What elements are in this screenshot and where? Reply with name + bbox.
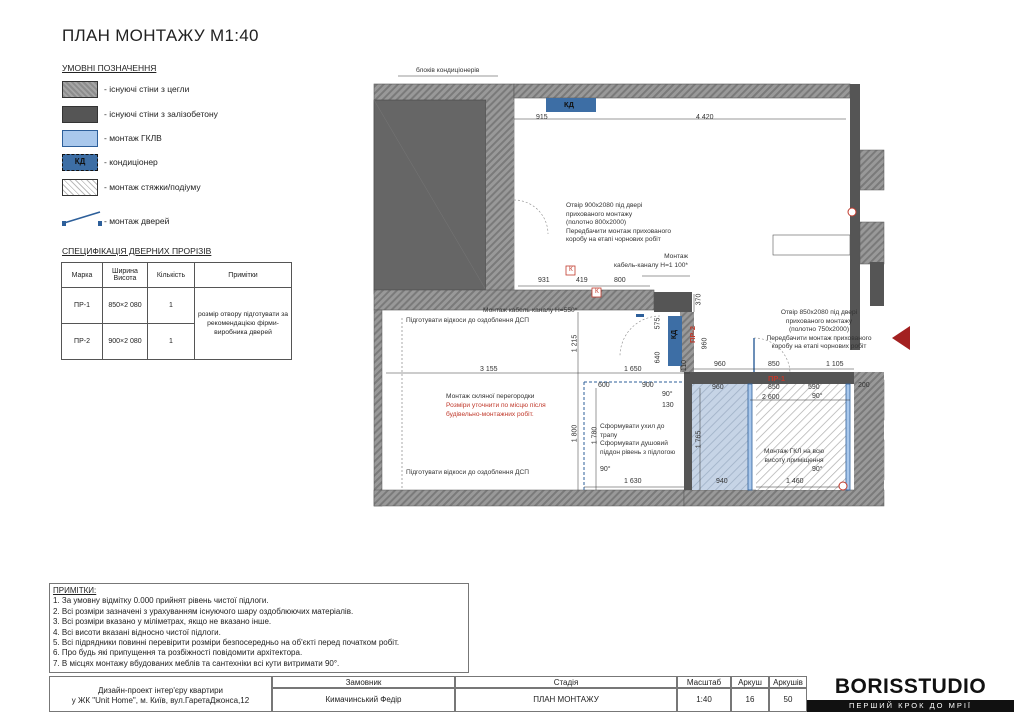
dim: 2 600 [762, 394, 780, 401]
note-line: прихованого монтажу [566, 210, 633, 218]
note-line: Розміри уточнити по місцю після [446, 402, 546, 409]
entrance-arrow-icon [892, 326, 910, 350]
slogan: ПЕРШИЙ КРОК ДО МРІЇ [807, 700, 1014, 712]
note-item: 5. Всі підрядники повинні перевірити розміри безпосередньо на об'єкті перед початком робіт. [53, 638, 400, 648]
legend-item-screed: - монтаж стяжки/подіуму [104, 182, 201, 192]
dim: 419 [576, 277, 588, 284]
note-item: 3. Всі розміри вказано у міліметрах, якщо не вказано інше. [53, 617, 272, 627]
note-door1 [566, 202, 671, 245]
dim: 90° [812, 393, 823, 400]
dim: 931 [538, 277, 550, 284]
note-cable1 [600, 253, 688, 270]
dim: 1 630 [624, 478, 642, 485]
wall-brick [514, 84, 850, 98]
note-cable2: Монтаж кабель-каналу Н=550* [483, 307, 578, 314]
dim: 850 [768, 361, 780, 368]
note-line: Монтаж [664, 253, 688, 260]
scale-label: Масштаб [677, 676, 731, 688]
spec-qty: 1 [148, 324, 195, 360]
spec-col-mark: Марка [62, 263, 103, 288]
note-line: Отвір 900х2080 під двері [566, 202, 643, 209]
sheet-label: Аркуш [731, 676, 769, 688]
dim: 370 [695, 293, 703, 306]
dim: 600 [598, 382, 610, 389]
note-line: будівельно-монтажних робіт. [446, 410, 534, 418]
dim: 1 780 [591, 426, 599, 445]
scale-value: 1:40 [677, 688, 731, 712]
legend-heading: УМОВНІ ПОЗНАЧЕННЯ [62, 63, 157, 73]
dim: 110 [681, 359, 689, 372]
customer-label: Замовник [272, 676, 455, 688]
spec-qty: 1 [148, 288, 195, 324]
plan-label-ac-blocks: блоків кондиціонерів [416, 67, 480, 74]
note-board1: Підготувати відкоси до оздоблення ДСП [406, 317, 529, 324]
legend-item-concrete: - існуючі стіни з залізобетону [104, 109, 218, 119]
customer-value: Кимачинський Федір [272, 688, 455, 712]
legend-swatch-ac: КД [62, 154, 98, 171]
dim: 1 215 [571, 334, 579, 353]
dim: 850 [768, 384, 780, 391]
note-line: Отвір 850х2080 під двері [780, 309, 858, 316]
dim: 90° [662, 391, 673, 398]
note-item: 2. Всі розміри зазначені з урахуванням існуючого шару оздоблюючих матеріалів. [53, 606, 354, 616]
dim: 130 [662, 402, 674, 409]
marker-k: К [569, 266, 573, 273]
note-line: Передбачити монтаж прихованого [566, 227, 672, 235]
legend-item-ac: - кондиціонер [104, 157, 158, 167]
sheets-value: 50 [769, 688, 807, 712]
spec-col-qty: Кількість [148, 263, 195, 288]
dim: 960 [701, 337, 709, 350]
page-title: ПЛАН МОНТАЖУ М1:40 [62, 26, 259, 45]
dim: 90° [600, 466, 611, 473]
dim: 200 [858, 382, 870, 389]
spec-heading: СПЕЦИФІКАЦІЯ ДВЕРНИХ ПРОРІЗІВ [62, 246, 212, 256]
dim: 1 460 [786, 478, 804, 485]
spec-mark: ПР-2 [62, 324, 103, 360]
note-line: (полотно 750х2000) [788, 326, 850, 333]
note-line: висоту приміщення [764, 456, 824, 464]
project-cell [49, 676, 272, 712]
note-glass-red [446, 402, 546, 419]
dim: 1 650 [624, 366, 642, 373]
note-item: 1. За умовну відмітку 0.000 прийнят рівень чистої підлоги. [53, 596, 269, 606]
dim: 960 [712, 384, 724, 391]
dim: 915 [536, 114, 548, 121]
ac-label: КД [671, 329, 679, 340]
dim: 960 [714, 361, 726, 368]
dim: 3 155 [480, 366, 498, 373]
dim: 940 [716, 478, 728, 485]
sheets-label: Аркушів [769, 676, 807, 688]
dim: 900 [642, 382, 654, 389]
legend-item-door: - монтаж дверей [104, 216, 170, 226]
note-line: прихованого монтажу [785, 317, 853, 325]
notes-heading: ПРИМІТКИ: [53, 586, 97, 595]
note-glass: Монтаж скляної перегородки [446, 393, 535, 400]
spec-mark: ПР-1 [62, 288, 103, 324]
note-shower [600, 423, 675, 457]
note-item: 4. Всі висоти вказані відносно чистої підлоги. [53, 627, 221, 637]
note-line: (полотно 800х2000) [566, 219, 627, 226]
notes-box [49, 583, 469, 673]
note-item: 7. В місцях монтажу вбудованих меблів та сантехніки всі кути витримати 90°. [53, 658, 340, 668]
legend-item-gklv: - монтаж ГКЛВ [104, 133, 162, 143]
note-gkl [764, 448, 824, 465]
dim: 640 [654, 351, 662, 364]
dim: 1 105 [826, 361, 844, 368]
dim: 800 [614, 277, 626, 284]
note-door2 [760, 309, 878, 352]
note-line: Сформувати ухил до [600, 423, 665, 430]
project-line1: Дизайн-проект інтер'єру квартири [97, 686, 223, 695]
marker-k: К [595, 288, 599, 295]
note-board2: Підготувати відкоси до оздоблення ДСП [406, 469, 529, 476]
note-line: коробу на етапі чорнових робіт [771, 343, 867, 350]
spec-size: 900×2 080 [103, 324, 148, 360]
wall-brick [486, 100, 514, 290]
note-line: Передбачити монтаж прихованого [766, 334, 872, 342]
note-line: кабель-каналу Н=1 100* [614, 261, 688, 269]
legend-item-brick: - існуючі стіни з цегли [104, 84, 190, 94]
note-line: трапу [600, 431, 618, 439]
dim: 1 765 [695, 430, 703, 449]
spec-col-notes: Примітки [195, 263, 292, 288]
ac-unit [668, 316, 682, 366]
door-mark-pr2: ПР-2 [688, 325, 698, 344]
dim: 590 [808, 384, 820, 391]
note-item: 6. Про будь які припущення та розбіжності повідомити архітектора. [53, 648, 303, 658]
spec-size: 850×2 080 [103, 288, 148, 324]
dim: 90° [812, 466, 823, 473]
dim: 4 420 [696, 114, 714, 121]
stage-value: ПЛАН МОНТАЖУ [455, 688, 677, 712]
dim: 575 [654, 317, 662, 330]
note-line: піддон рівень з підлогою [600, 448, 676, 456]
spec-note: розмір отвору підготувати за рекомендацією фірми-виробника дверей [195, 288, 292, 360]
ac-label: КД [564, 100, 574, 109]
note-line: Сформувати душовий [600, 440, 668, 447]
dim: 1 800 [571, 424, 579, 443]
spec-col-size: Ширина Висота [103, 263, 148, 288]
stage-label: Стадія [455, 676, 677, 688]
note-line: Монтаж ГКЛ на всю [764, 448, 825, 455]
sheet-value: 16 [731, 688, 769, 712]
note-line: коробу на етапі чорнових робіт [566, 236, 661, 243]
door-mark-pr1: ПР-1 [768, 374, 786, 383]
logo: BORISSTUDIO [834, 675, 987, 698]
project-line2: у ЖК "Unit Home", м. Київ, вул.ГаретаДжонса,12 [71, 696, 250, 705]
